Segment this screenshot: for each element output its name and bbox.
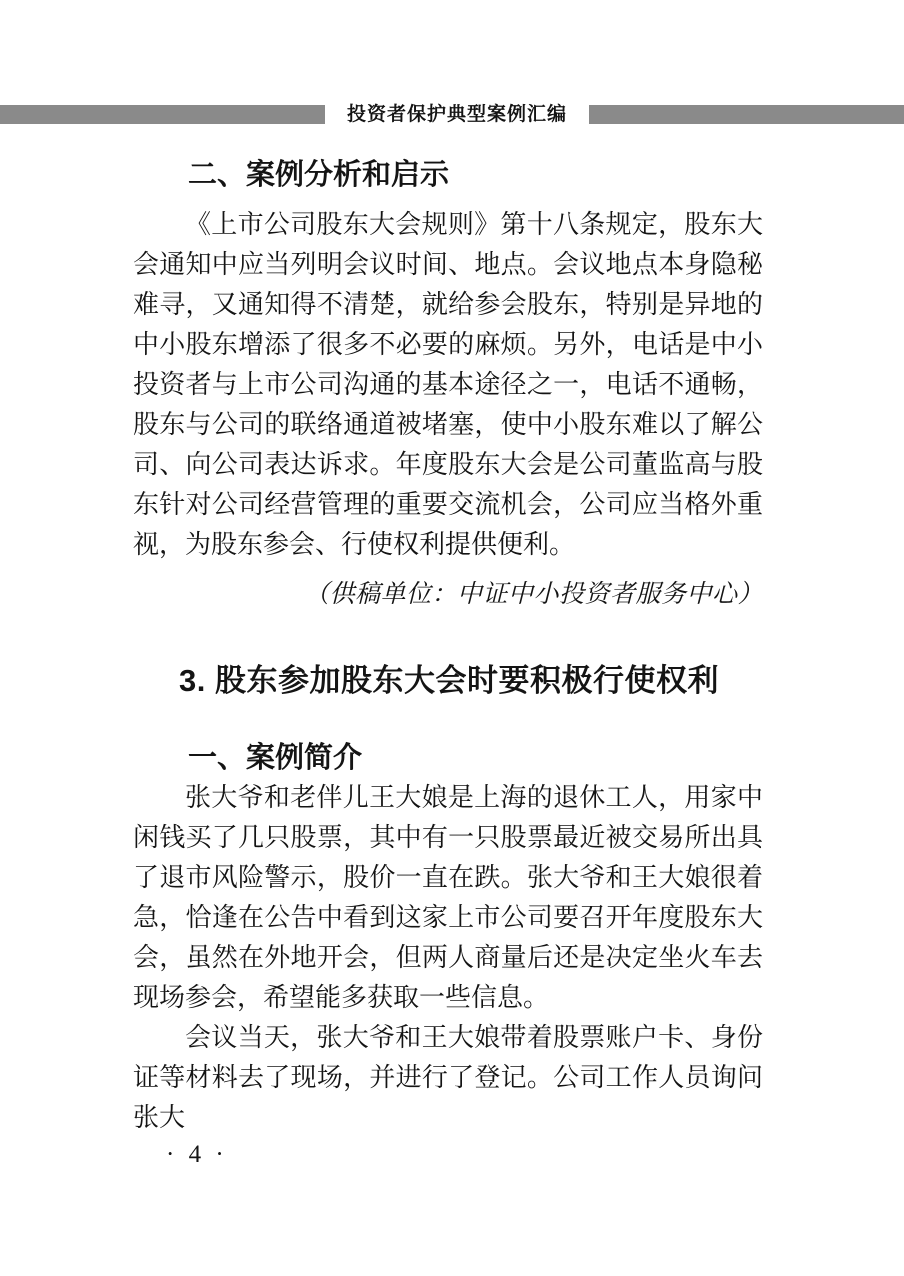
case-title: 3. 股东参加股东大会时要积极行使权利	[179, 663, 719, 698]
header-rule-left	[0, 105, 325, 124]
intro-section-heading: 一、案例简介	[188, 742, 363, 774]
intro-paragraph-1: 张大爷和老伴儿王大娘是上海的退休工人，用家中闲钱买了几只股票，其中有一只股票最近被交易所出具了退市风险警示，股价一直在跌。张大爷和王大娘很着急，恰逢在公告中看到这家上市公司要召开年度股东大会，虽然在外地开会，但两人商量后还是决定坐火车去现场参会，希望能多获取一些信息。	[133, 783, 763, 1012]
header-rule-right	[589, 105, 904, 124]
analysis-paragraph: 《上市公司股东大会规则》第十八条规定，股东大会通知中应当列明会议时间、地点。会议地点本身隐秘难寻，又通知得不清楚，就给参会股东，特别是异地的中小股东增添了很多不必要的麻烦。另外，电话是中小投资者与上市公司沟通的基本途径之一，电话不通畅，股东与公司的联络通道被堵塞，使中小股东难以了解公司、向公司表达诉求。年度股东大会是公司董监高与股东针对公司经营管理的重要交流机会，公司应当格外重视，为股东参会、行使权利提供便利。	[133, 210, 763, 559]
page-body	[133, 155, 763, 1138]
running-title: 投资者保护典型案例汇编	[347, 103, 568, 125]
intro-paragraph-2: 会议当天，张大爷和王大娘带着股票账户卡、身份证等材料去了现场，并进行了登记。公司工作人员询问张大	[133, 1023, 763, 1132]
running-header	[0, 103, 904, 125]
page-number: · 4 ·	[166, 1141, 228, 1168]
analysis-section-heading: 二、案例分析和启示	[188, 159, 450, 191]
attribution-line: （供稿单位：中证中小投资者服务中心）	[303, 581, 763, 608]
